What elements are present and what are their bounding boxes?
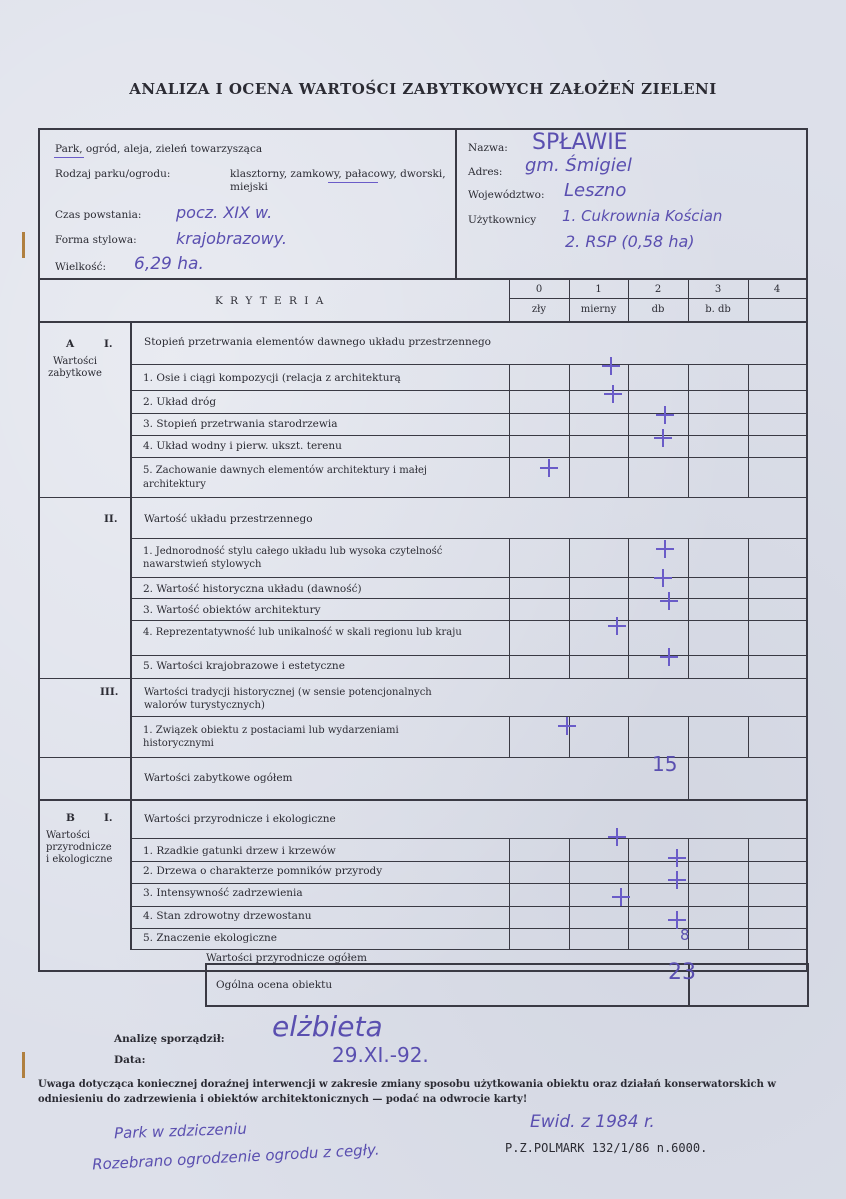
b-item-4: 4. Stan zdrowotny drzewostanu bbox=[143, 910, 312, 922]
section-a-roman-2: II. bbox=[104, 513, 118, 525]
users-value-1: 1. Cukrownia Kościan bbox=[562, 207, 723, 225]
section-b-letter: B bbox=[66, 812, 75, 824]
section-a-letter: A bbox=[66, 338, 75, 350]
b-total-value: 8 bbox=[680, 926, 690, 944]
check-mark bbox=[654, 429, 672, 447]
check-mark bbox=[668, 871, 686, 889]
check-mark bbox=[656, 540, 674, 558]
section-b-roman: I. bbox=[104, 812, 113, 824]
header-divider bbox=[455, 128, 457, 280]
form-title: ANALIZA I OCENA WARTOŚCI ZABYTKOWYCH ZAŁOŻEŃ ZIELENI bbox=[129, 80, 717, 98]
prepared-label: Analizę sporządził: bbox=[114, 1033, 225, 1045]
size-value: 6,29 ha. bbox=[134, 254, 204, 274]
a2-item-3: 3. Wartość obiektów architektury bbox=[143, 604, 321, 616]
col-name-0: zły bbox=[531, 304, 547, 315]
a1-item-4: 4. Układ wodny i pierw. ukszt. terenu bbox=[143, 440, 342, 452]
check-mark bbox=[656, 406, 674, 424]
name-value: SPŁAWIE bbox=[532, 130, 628, 155]
prepared-signature: elżbieta bbox=[272, 1010, 383, 1043]
a1-item-5: 5. Zachowanie dawnych elementów architektury i małej architektury bbox=[143, 465, 427, 490]
check-mark bbox=[612, 888, 630, 906]
binding-mark bbox=[22, 232, 25, 258]
a3-item-1: 1. Związek obiektu z postaciami lub wydarzeniami historycznymi bbox=[143, 725, 399, 749]
a1-item-3: 3. Stopień przetrwania starodrzewia bbox=[143, 418, 338, 430]
kind-label: Rodzaj parku/ogrodu: bbox=[55, 168, 171, 180]
size-label: Wielkość: bbox=[55, 261, 107, 273]
b-item-1: 1. Rzadkie gatunki drzew i krzewów bbox=[143, 845, 336, 857]
check-mark bbox=[660, 648, 678, 666]
name-label: Nazwa: bbox=[468, 142, 508, 154]
check-mark bbox=[668, 911, 686, 929]
style-value: krajobrazowy. bbox=[176, 229, 288, 248]
overall-label: Ogólna ocena obiektu bbox=[216, 979, 333, 991]
check-mark bbox=[608, 828, 626, 846]
check-mark bbox=[602, 357, 620, 375]
users-label: Użytkownicy bbox=[468, 214, 537, 226]
overall-value: 23 bbox=[668, 960, 696, 985]
group-1-heading: Stopień przetrwania elementów dawnego układu przestrzennego bbox=[144, 336, 491, 348]
voivodeship-label: Województwo: bbox=[468, 189, 545, 201]
a2-item-4: 4. Reprezentatywność lub unikalność w skali regionu lub kraju bbox=[143, 627, 462, 638]
check-mark bbox=[604, 385, 622, 403]
col-2: 2 bbox=[654, 284, 662, 295]
section-a-roman-3: III. bbox=[100, 686, 119, 698]
check-mark bbox=[558, 717, 576, 735]
a-total-label: Wartości zabytkowe ogółem bbox=[144, 772, 293, 784]
style-label: Forma stylowa: bbox=[55, 234, 137, 246]
col-name-3: b. db bbox=[705, 304, 731, 315]
time-value: pocz. XIX w. bbox=[176, 203, 273, 222]
kind-options-2: miejski bbox=[230, 181, 268, 193]
a2-item-5: 5. Wartości krajobrazowe i estetyczne bbox=[143, 660, 345, 672]
registry-note: Ewid. z 1984 r. bbox=[530, 1112, 655, 1132]
col-0: 0 bbox=[535, 284, 543, 295]
group-3-heading: Wartości tradycji historycznej (w sensie potencjonalnych walorów turystycznych) bbox=[144, 687, 432, 711]
b-heading: Wartości przyrodnicze i ekologiczne bbox=[144, 813, 336, 825]
col-1: 1 bbox=[595, 284, 602, 295]
b-total-label: Wartości przyrodnicze ogółem bbox=[206, 952, 367, 964]
a2-item-1: 1. Jednorodność stylu całego układu lub wysoka czytelność nawarstwień stylowych bbox=[143, 546, 443, 570]
col-4: 4 bbox=[773, 284, 781, 295]
a1-item-1: 1. Osie i ciągi kompozycji (relacja z architekturą bbox=[143, 372, 401, 384]
b-item-2: 2. Drzewa o charakterze pomników przyrody bbox=[143, 865, 383, 877]
users-value-2: 2. RSP (0,58 ha) bbox=[565, 232, 695, 251]
binding-mark bbox=[22, 1052, 25, 1078]
time-label: Czas powstania: bbox=[55, 209, 142, 221]
criteria-heading: K R Y T E R I A bbox=[215, 295, 326, 307]
address-value: gm. Śmigiel bbox=[525, 155, 632, 176]
underline-palace bbox=[328, 182, 378, 183]
printer-imprint: P.Z.POLMARK 132/1/86 n.6000. bbox=[505, 1141, 708, 1155]
a2-item-2: 2. Wartość historyczna układu (dawność) bbox=[143, 583, 362, 595]
a1-item-2: 2. Układ dróg bbox=[143, 396, 217, 408]
check-mark bbox=[654, 569, 672, 587]
group-2-heading: Wartość układu przestrzennego bbox=[144, 513, 313, 525]
section-a-sublabel: Wartości zabytkowe bbox=[48, 356, 102, 379]
col-name-2: db bbox=[651, 304, 665, 315]
col-name-1: mierny bbox=[580, 304, 617, 315]
date-label: Data: bbox=[114, 1054, 146, 1066]
voivodeship-value: Leszno bbox=[564, 180, 627, 201]
check-mark bbox=[668, 849, 686, 867]
b-item-5: 5. Znaczenie ekologiczne bbox=[143, 932, 278, 944]
section-a-roman-1: I. bbox=[104, 338, 113, 350]
address-label: Adres: bbox=[468, 166, 503, 178]
check-mark bbox=[660, 592, 678, 610]
a-total-value: 15 bbox=[652, 752, 678, 776]
footer-note: Uwaga dotycząca koniecznej doraźnej interwencji w zakresie zmiany sposobu użytkowania obiektu oraz działań konserwatorskich w odniesieniu do zadrzewienia i obiektów architektonicznych — podać na odwrocie karty! bbox=[38, 1079, 776, 1105]
object-type-line: Park, ogród, aleja, zieleń towarzysząca bbox=[55, 143, 263, 155]
kind-options: klasztorny, zamkowy, pałacowy, dworski, bbox=[230, 168, 446, 180]
hand-note-1: Park w zdziczeniu bbox=[113, 1119, 248, 1143]
col-3: 3 bbox=[714, 284, 722, 295]
underline-park bbox=[54, 157, 84, 158]
check-mark bbox=[540, 459, 558, 477]
hand-note-2: Rozebrano ogrodzenie ogrodu z cegły. bbox=[91, 1140, 380, 1174]
check-mark bbox=[608, 617, 626, 635]
section-b-sublabel: Wartości przyrodnicze i ekologiczne bbox=[46, 830, 113, 865]
date-value: 29.XI.-92. bbox=[332, 1043, 429, 1067]
b-item-3: 3. Intensywność zadrzewienia bbox=[143, 887, 303, 899]
